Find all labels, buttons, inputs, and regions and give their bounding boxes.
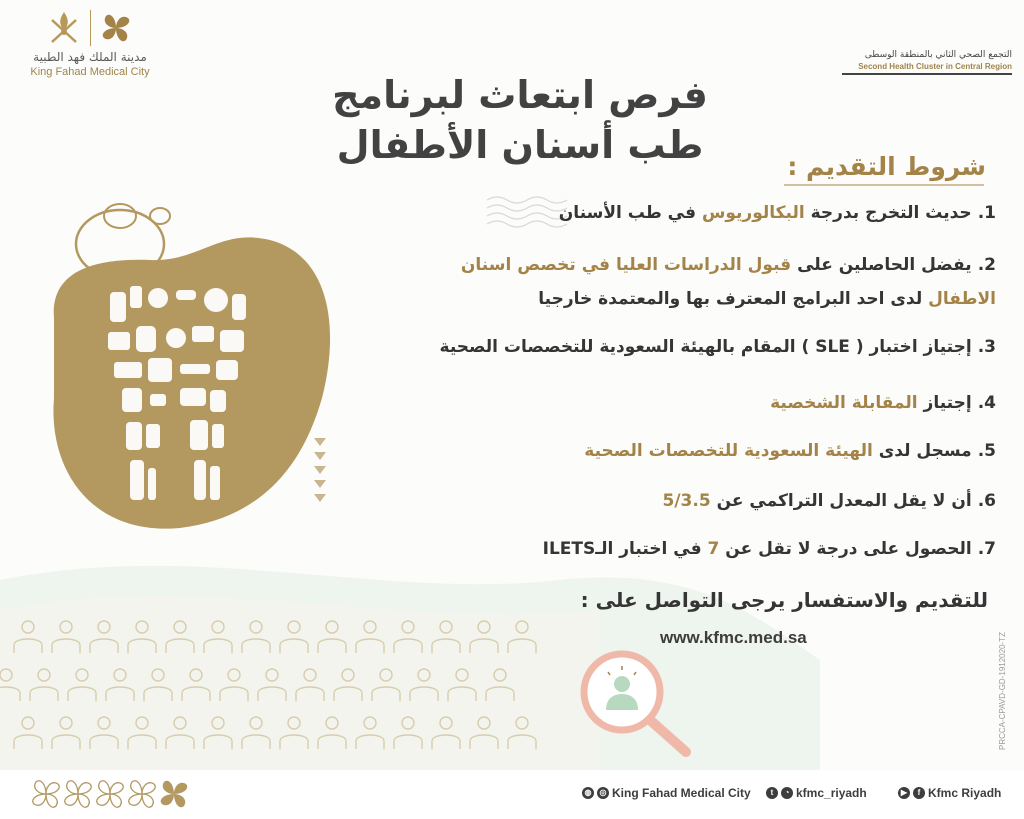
condition-text: الحصول على درجة لا تقل عن	[719, 539, 972, 559]
person-icon	[280, 717, 308, 749]
condition-number: 3.	[977, 337, 996, 357]
people-crowd-icon	[0, 605, 600, 770]
person-icon	[448, 669, 476, 701]
condition-text-end: في طب الأسنان	[558, 203, 702, 223]
person-icon	[334, 669, 362, 701]
condition-item-5	[356, 434, 996, 468]
youtube-icon: ▶	[898, 787, 910, 799]
condition-highlight: الهيئة السعودية للتخصصات الصحية	[584, 441, 873, 461]
condition-item-4	[356, 386, 996, 420]
person-icon	[68, 669, 96, 701]
condition-highlight: 7	[707, 539, 720, 559]
person-icon	[52, 717, 80, 749]
person-icon	[410, 669, 438, 701]
person-icon	[166, 717, 194, 749]
facebook-icon: f	[913, 787, 925, 799]
condition-text: أن لا يقل المعدل التراكمي عن	[710, 491, 972, 511]
condition-number: 1.	[977, 203, 996, 223]
condition-text: حديث التخرج بدرجة	[804, 203, 972, 223]
conditions-heading-underline	[784, 184, 984, 186]
person-icon	[470, 717, 498, 749]
logo-divider	[90, 10, 91, 46]
website-link[interactable]: www.kfmc.med.sa	[660, 628, 807, 647]
person-icon	[90, 621, 118, 653]
person-icon	[394, 717, 422, 749]
tooth-illustration	[30, 198, 340, 558]
footer-flower-pattern-icon	[28, 776, 198, 812]
person-icon	[470, 621, 498, 653]
kfmc-logo	[20, 6, 160, 78]
condition-text-end: لدى احد البرامج المعترف بها والمعتمدة خارجيا	[538, 289, 929, 309]
kfmc-flower-icon	[98, 10, 134, 46]
social-label: King Fahad Medical City	[612, 786, 751, 800]
footer	[0, 770, 1024, 819]
condition-highlight: قبول الدراسات العليا في تخصص اسنان	[460, 255, 792, 275]
person-icon	[90, 717, 118, 749]
globe-icon: ◍	[582, 787, 594, 799]
condition-highlight: المقابلة الشخصية	[770, 393, 918, 413]
condition-item-2	[356, 248, 996, 282]
person-icon	[242, 621, 270, 653]
condition-number: 5.	[977, 441, 996, 461]
person-icon	[432, 621, 460, 653]
condition-number: 2.	[977, 255, 996, 275]
condition-item-7	[356, 532, 996, 566]
condition-text: إجتياز اختبار ( SLE ) المقام بالهيئة السعودية للتخصصات الصحية	[439, 337, 972, 357]
person-icon	[318, 621, 346, 653]
instagram-icon: ◎	[597, 787, 609, 799]
person-icon	[14, 717, 42, 749]
conditions-heading: شروط التقديم :	[787, 152, 986, 181]
person-icon	[128, 621, 156, 653]
person-icon	[128, 717, 156, 749]
social-kfmc-web[interactable]	[582, 786, 751, 800]
person-icon	[432, 717, 460, 749]
person-icon	[52, 621, 80, 653]
person-icon	[394, 621, 422, 653]
person-icon	[296, 669, 324, 701]
social-links	[582, 786, 1012, 806]
person-icon	[166, 621, 194, 653]
decorative-triangles-icon	[312, 436, 328, 504]
condition-number: 6.	[977, 491, 996, 511]
person-icon	[106, 669, 134, 701]
condition-highlight: البكالوريوس	[701, 203, 805, 223]
person-icon	[508, 717, 536, 749]
person-icon	[182, 669, 210, 701]
condition-item-6	[356, 484, 996, 518]
cluster-name-arabic: التجمع الصحي الثاني بالمنطقة الوسطى	[864, 50, 1012, 60]
snapchat-icon: ◔	[781, 787, 793, 799]
cluster-underline	[842, 73, 1012, 75]
magnifier-search-icon	[578, 648, 696, 760]
condition-highlight: الاطفال	[928, 289, 996, 309]
person-icon	[242, 717, 270, 749]
person-icon	[372, 669, 400, 701]
page-title	[280, 70, 760, 170]
health-cluster-logo	[842, 50, 1012, 75]
social-kfmc-youtube-facebook[interactable]	[898, 786, 1001, 800]
person-icon	[204, 621, 232, 653]
person-icon	[0, 669, 20, 701]
contact-text: للتقديم والاستفسار يرجى التواصل على :	[580, 588, 988, 612]
condition-item-1	[356, 196, 996, 230]
kfmc-logo-english: King Fahad Medical City	[30, 66, 150, 78]
condition-text-end: في اختبار الـILETS	[542, 539, 708, 559]
person-icon	[144, 669, 172, 701]
person-icon	[486, 669, 514, 701]
person-icon	[220, 669, 248, 701]
person-icon	[356, 717, 384, 749]
condition-item-3	[356, 330, 996, 364]
title-line-2: طب أسنان الأطفال	[336, 123, 704, 167]
person-icon	[30, 669, 58, 701]
condition-highlight: 5/3.5	[662, 491, 711, 511]
person-icon	[280, 621, 308, 653]
cluster-name-english: Second Health Cluster in Central Region	[858, 62, 1012, 71]
condition-item-2-continued	[356, 282, 996, 316]
social-kfmc-riyadh[interactable]	[766, 786, 867, 800]
condition-text: مسجل لدى	[872, 441, 972, 461]
reference-code: PRCCA-CPAVD-GD-1912020-TZ	[998, 632, 1007, 750]
saudi-emblem-icon	[42, 8, 86, 48]
condition-text: إجتياز	[917, 393, 972, 413]
condition-number: 4.	[977, 393, 996, 413]
social-label: kfmc_riyadh	[796, 786, 867, 800]
condition-text: يفضل الحاصلين على	[791, 255, 972, 275]
person-icon	[318, 717, 346, 749]
person-icon	[508, 621, 536, 653]
kfmc-logo-arabic: مدينة الملك فهد الطبية	[33, 50, 147, 64]
person-icon	[204, 717, 232, 749]
title-line-1: فرص ابتعاث لبرنامج	[332, 73, 708, 117]
person-icon	[14, 621, 42, 653]
condition-number: 7.	[977, 539, 996, 559]
twitter-icon: t	[766, 787, 778, 799]
person-icon	[258, 669, 286, 701]
social-label: Kfmc Riyadh	[928, 786, 1002, 800]
person-icon	[356, 621, 384, 653]
